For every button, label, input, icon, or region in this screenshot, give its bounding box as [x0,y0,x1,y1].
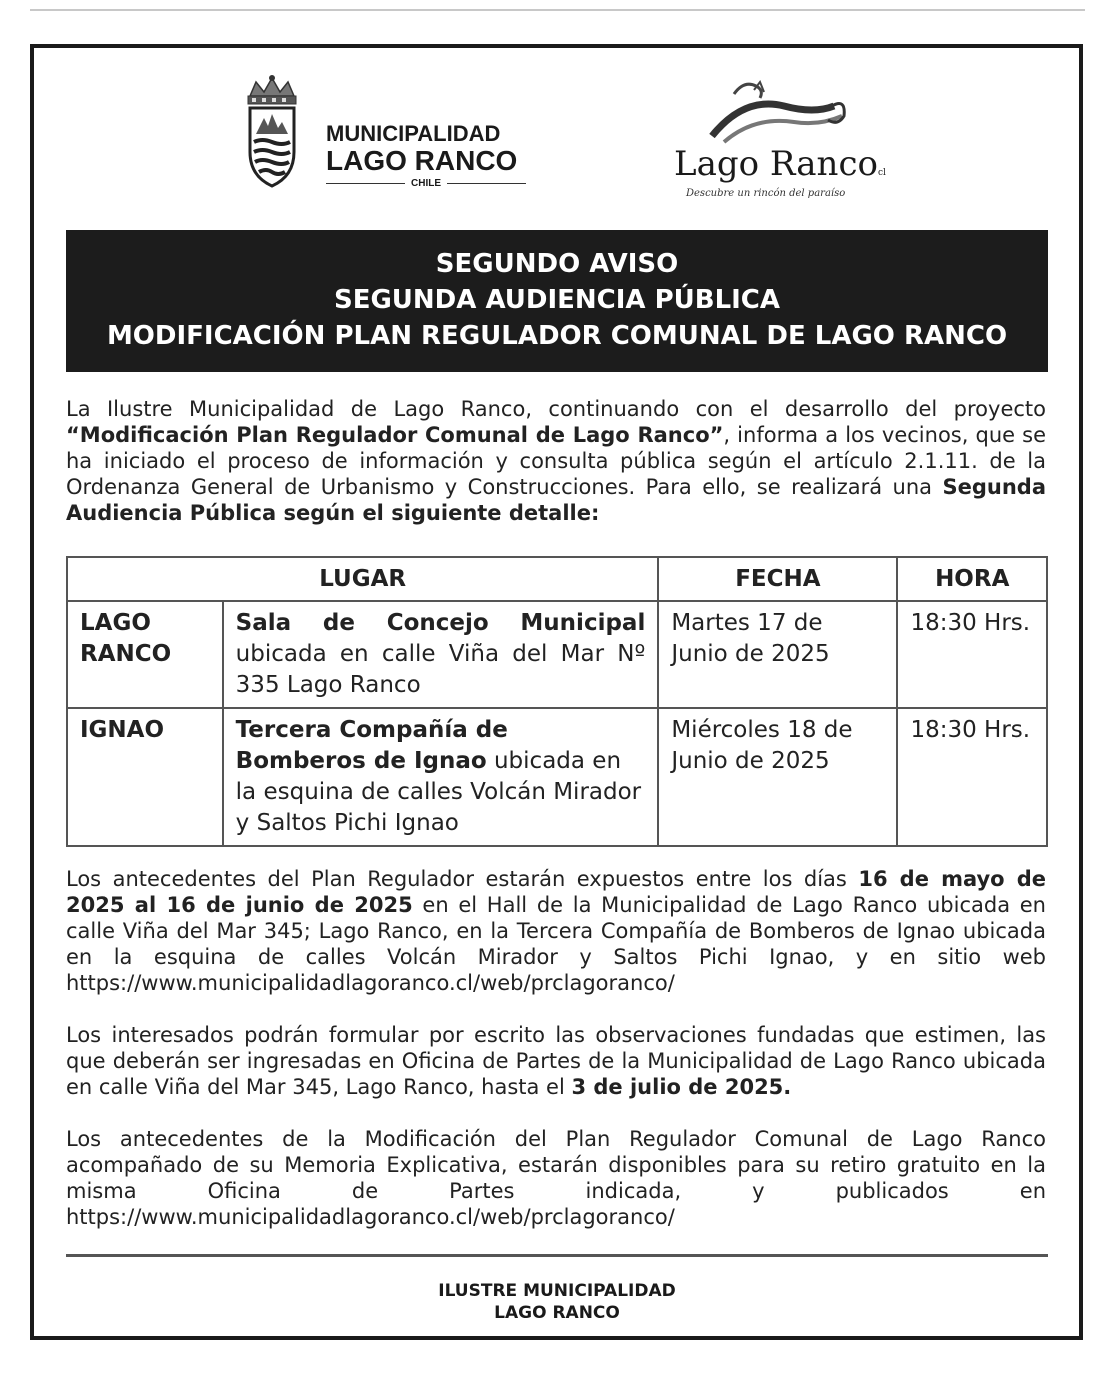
row-venue: Tercera Compañía de Bomberos de Ignao ubicada en la esquina de calles Volcán Mirador y Saltos Pichi Ignao [223,708,659,846]
signature-divider [66,1254,1048,1257]
notice-title-banner [66,230,1048,372]
header-place: LUGAR [67,557,658,601]
tourism-title-suffix: cl [877,168,886,178]
title-line-3: MODIFICACIÓN PLAN REGULADOR COMUNAL DE LAGO RANCO [106,321,1008,351]
observations-paragraph: Los interesados podrán formular por escrito las observaciones fundadas que estimen, las que deberán ser ingresadas en Oficina de Partes de la Municipalidad de Lago Ranco ubicada en calle Viña del Mar 345, Lago Ranco, hasta el 3 de julio de 2025. [66,1023,1046,1099]
intro-paragraph: La Ilustre Municipalidad de Lago Ranco, continuando con el desarrollo del proyecto “Modificación Plan Regulador Comunal de Lago Ranco”, informa a los vecinos, que se ha iniciado el proceso de información y consulta pública según el artículo 2.1.11. de la Ordenanza General de Urbanismo y Construcciones. Para ello, se realizará una Segunda Audiencia Pública según el siguiente detalle: [66,397,1046,525]
title-line-2: SEGUNDA AUDIENCIA PÚBLICA [333,285,781,315]
signature-line-2: LAGO RANCO [494,1303,620,1323]
wordmark-line-3 [326,178,526,189]
title-line-1: SEGUNDO AVISO [435,249,679,279]
tourism-title [674,144,886,184]
exposure-paragraph: Los antecedentes del Plan Regulador estarán expuestos entre los días 16 de mayo de 2025 al 16 de junio de 2025 en el Hall de la Municipalidad de Lago Ranco ubicada en calle Viña del Mar 345; Lago Ranco, en la Tercera Compañía de Bomberos de Ignao ubicada en la esquina de calles Volcán Mirador y Saltos Pichi Ignao, y en sitio web https://www.municipalidadlagoranco.cl/web/prclagoranco/ [66,867,1046,995]
row-place: LAGO RANCO [67,601,223,708]
table-row [67,601,1047,708]
header-time: HORA [897,557,1047,601]
wordmark-country: CHILE [411,178,441,189]
signature-line-1: ILUSTRE MUNICIPALIDAD [438,1281,676,1301]
table-header-row [67,557,1047,601]
row-venue: Sala de Concejo Municipal ubicada en calle Viña del Mar Nº 335 Lago Ranco [223,601,659,708]
municipality-wordmark [326,122,526,189]
notice-frame [30,44,1083,1340]
row-place: IGNAO [67,708,223,846]
wordmark-line-2: LAGO RANCO [326,145,518,176]
tourism-title-text: Lago Ranco [674,144,878,184]
signature-block [66,1280,1048,1324]
tourism-tagline: Descubre un rincón del paraíso [686,188,846,199]
schedule-table [66,556,1048,847]
row-time: 18:30 Hrs. [897,708,1047,846]
row-date: Martes 17 de Junio de 2025 [658,601,897,708]
top-rule [30,9,1085,11]
availability-paragraph: Los antecedentes de la Modificación del Plan Regulador Comunal de Lago Ranco acompañado de su Memoria Explicativa, estarán disponibles para su retiro gratuito en la misma Oficina de Partes indicada, y publicados en https://www.municipalidadlagoranco.cl/web/prclagoranco/ [66,1127,1046,1229]
table-row [67,708,1047,846]
row-time: 18:30 Hrs. [897,601,1047,708]
wordmark-line-1: MUNICIPALIDAD [326,121,501,146]
row-date: Miércoles 18 de Junio de 2025 [658,708,897,846]
header-date: FECHA [658,557,897,601]
